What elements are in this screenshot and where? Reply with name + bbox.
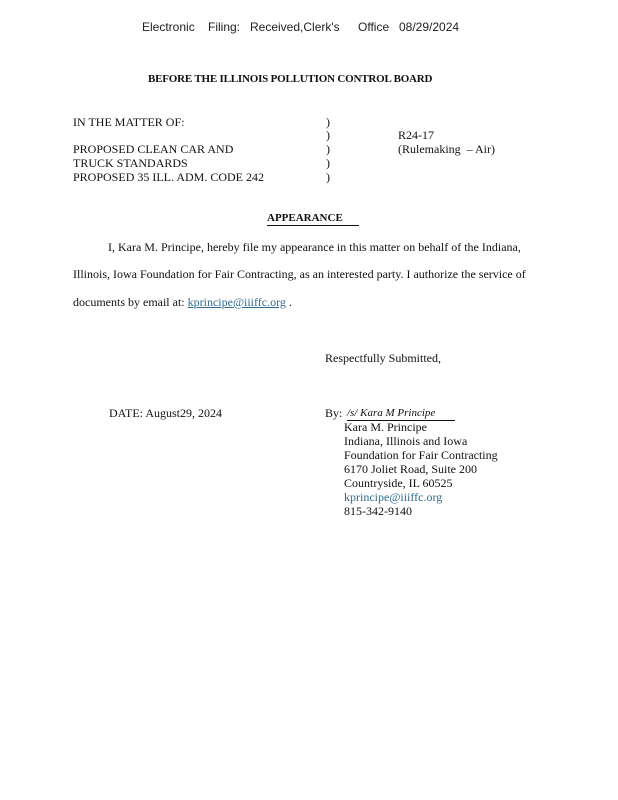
closing: Respectfully Submitted, [325, 351, 441, 365]
stamp-received: Received,Clerk's [250, 20, 340, 34]
docket-type: (Rulemaking – Air) [398, 142, 495, 156]
signature-line [347, 406, 455, 421]
stamp-date: 08/29/2024 [399, 20, 460, 34]
body-line-2: Illinois, Iowa Foundation for Fair Contracting, as an interested party. I authorize the service of [73, 267, 526, 281]
stamp-filing: Filing: [208, 20, 241, 34]
body-line-3 [73, 295, 292, 310]
body-line-1: I, Kara M. Principe, hereby file my appearance in this matter on behalf of the Indiana, [108, 240, 521, 254]
body-line-3-prefix: documents by email at: [73, 295, 185, 309]
caption-paren: ) [326, 115, 330, 129]
signature-org-2: Foundation for Fair Contracting [344, 448, 498, 462]
caption-line-2: TRUCK STANDARDS [73, 156, 188, 170]
signature-org-1: Indiana, Illinois and Iowa [344, 434, 468, 448]
signature-name: Kara M. Principe [344, 420, 427, 434]
docket-number: R24-17 [398, 128, 434, 142]
appearance-heading: APPEARANCE [267, 212, 359, 226]
signature-address-2: Countryside, IL 60525 [344, 476, 453, 490]
caption-line-1: PROPOSED CLEAN CAR AND [73, 142, 234, 156]
stamp-office: Office [358, 20, 390, 34]
caption-paren: ) [326, 156, 330, 170]
caption-paren: ) [326, 142, 330, 156]
caption-matter: IN THE MATTER OF: [73, 115, 185, 129]
body-line-3-suffix: . [288, 295, 292, 309]
signature-by: By: [325, 406, 343, 420]
signature-address-1: 6170 Joliet Road, Suite 200 [344, 462, 477, 476]
stamp-electronic: Electronic [142, 20, 195, 34]
signature-email-link[interactable]: kprincipe@iiiffc.org [344, 490, 443, 504]
caption-line-3: PROPOSED 35 ILL. ADM. CODE 242 [73, 170, 265, 184]
body-email-link[interactable]: kprincipe@iiiffc.org [187, 295, 286, 309]
caption-paren: ) [326, 170, 330, 184]
signature-phone: 815-342-9140 [344, 504, 412, 518]
caption-paren: ) [326, 128, 330, 142]
board-title: BEFORE THE ILLINOIS POLLUTION CONTROL BOARD [148, 73, 433, 85]
date-line: DATE: August29, 2024 [109, 406, 223, 420]
signature-text: /s/ Kara M Principe [347, 407, 436, 419]
